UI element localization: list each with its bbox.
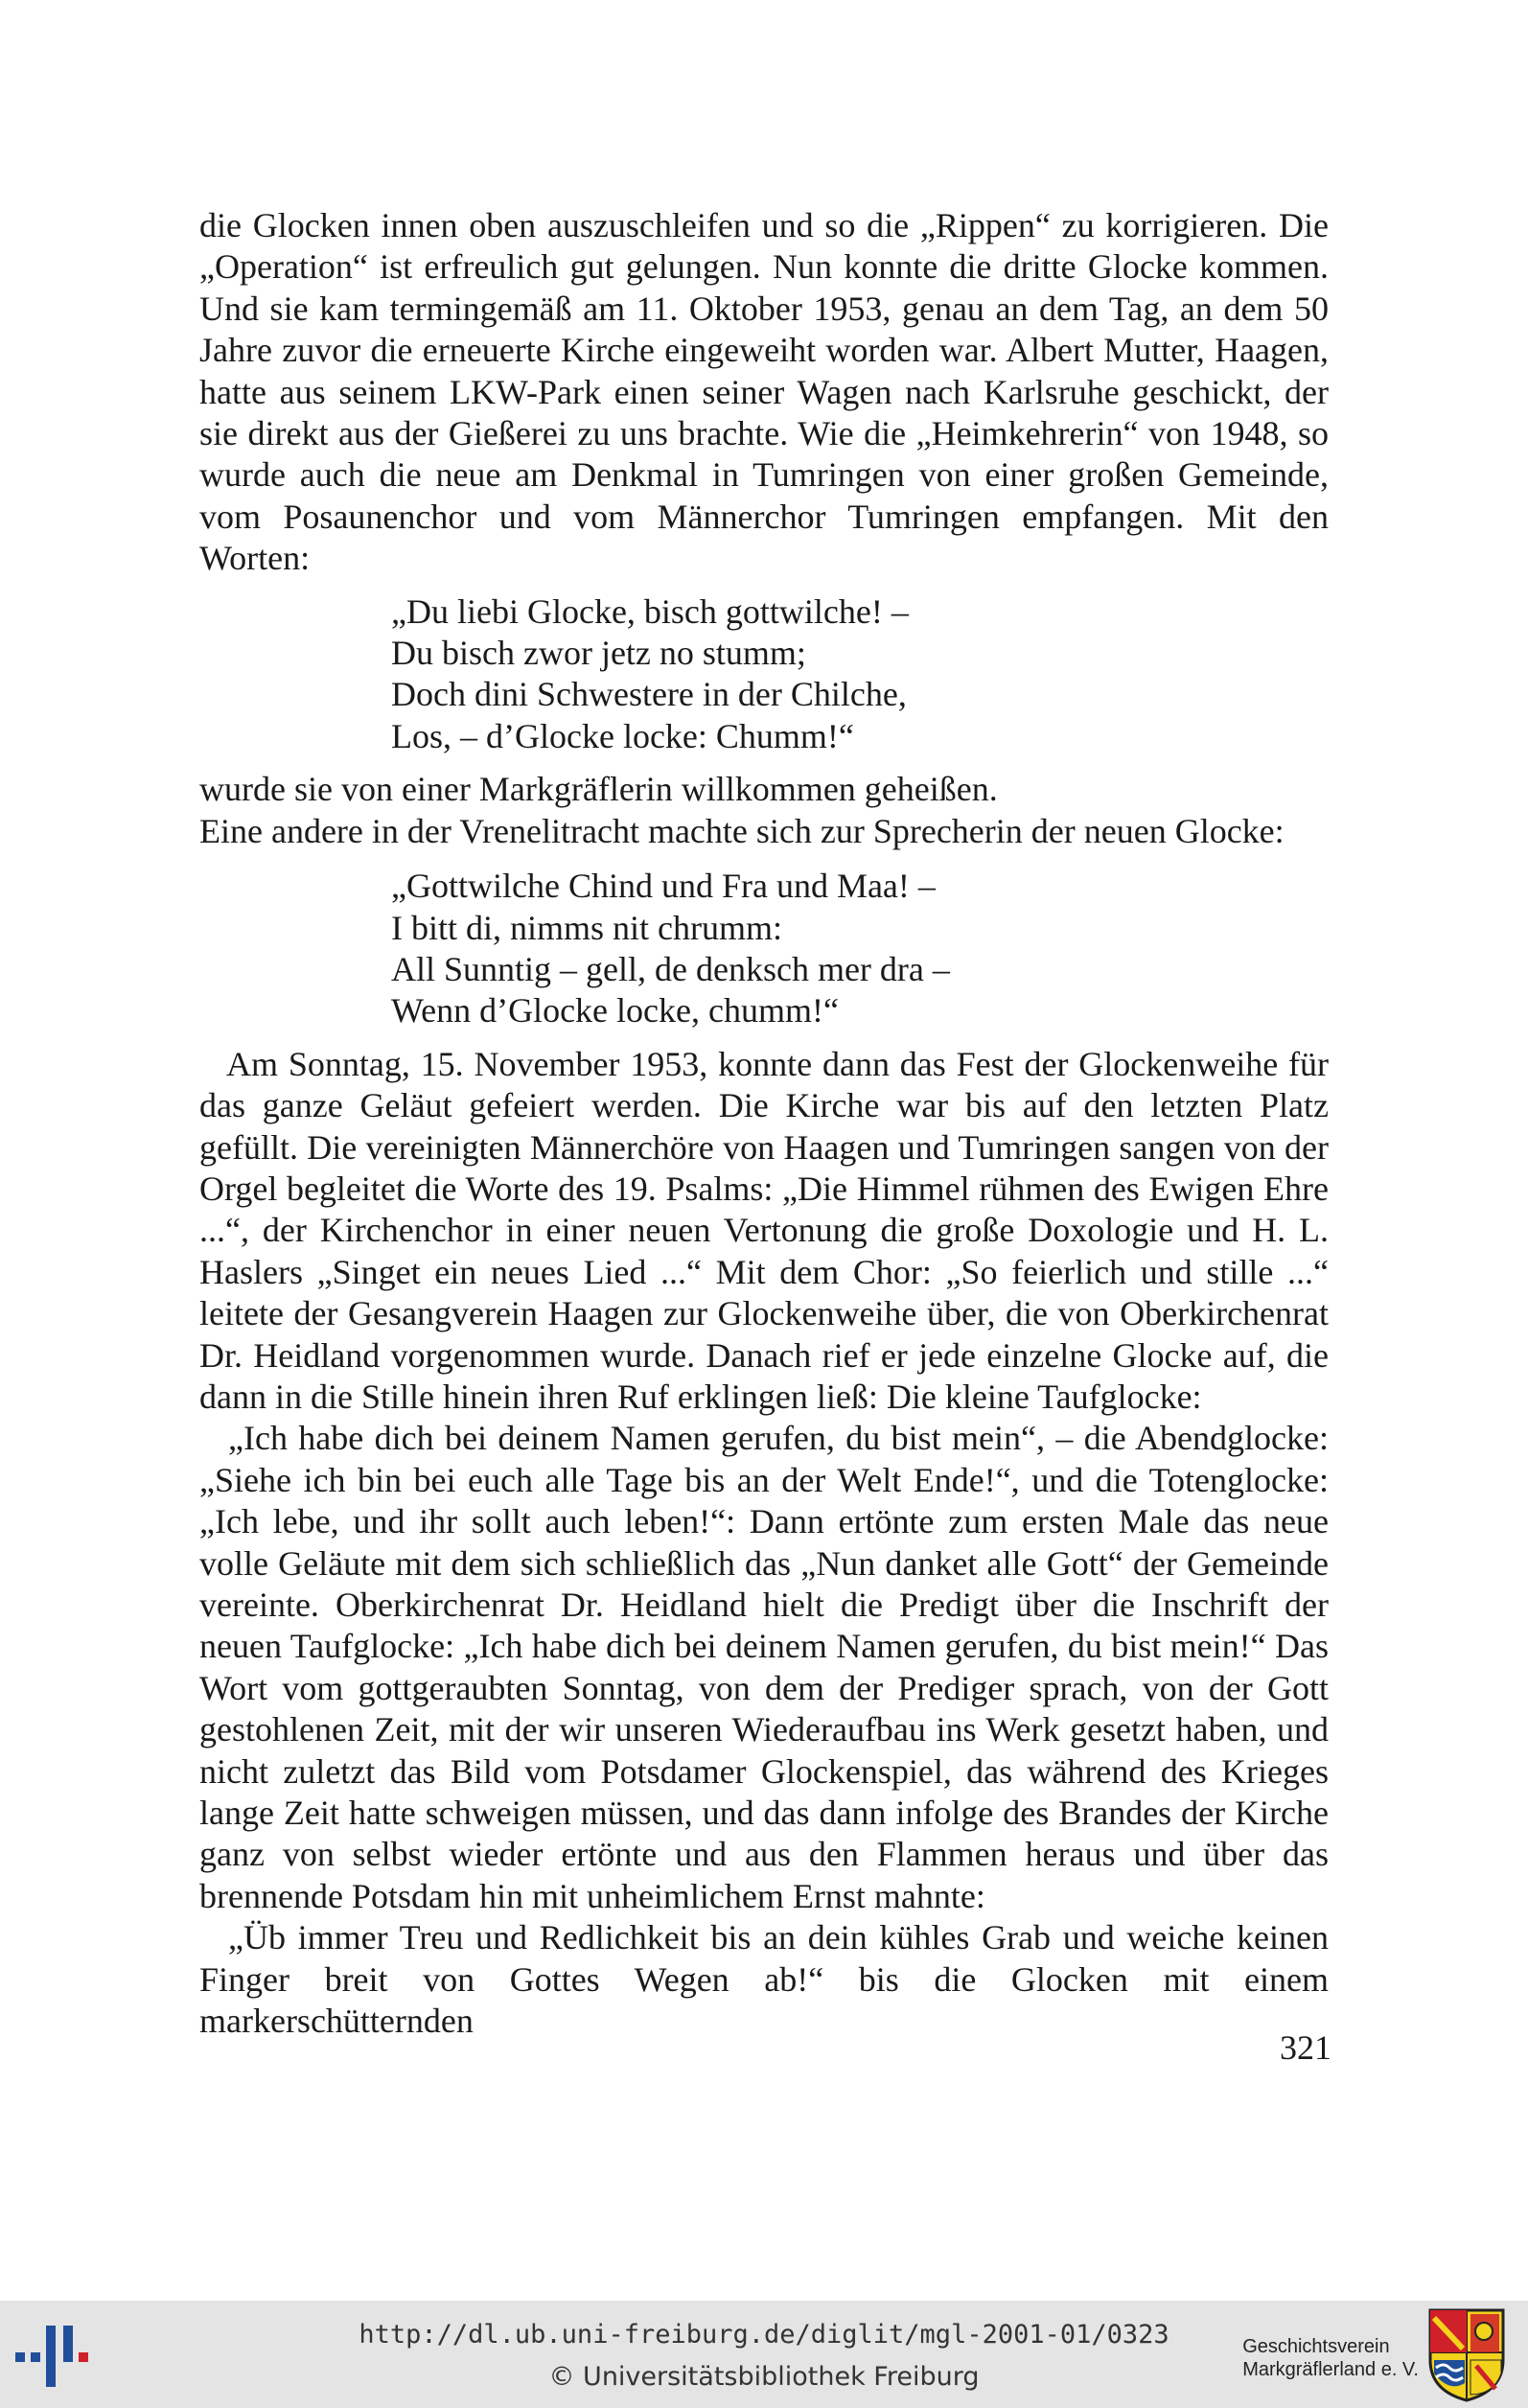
poem-line: Los, – d’Glocke locke: Chumm!“ <box>391 716 854 755</box>
source-url-link[interactable]: http://dl.ub.uni-freiburg.de/diglit/mgl-2001-01/0323 <box>359 2320 1169 2350</box>
poem-line: Du bisch zwor jetz no stumm; <box>391 634 806 673</box>
page-body <box>199 205 1329 2042</box>
paragraph: Am Sonntag, 15. November 1953, konnte dann das Fest der Glockenweihe für das ganze Geläut gefeiert werden. Die Kirche war bis auf den letzten Platz gefüllt. Die vereinigten Männerchöre von Haagen und Tumringen sangen von der Orgel begleitet die Worte des 19. Psalms: „Die Himmel rühmen des Ewigen Ehre ...“, der Kirchenchor in einer neuen Vertonung die große Doxologie und H. L. Haslers „Singet ein neues Lied ...“ Mit dem Chor: „So feierlich und stille ...“ leitete der Gesangverein Haagen zur Glockenweihe über, die von Oberkirchenrat Dr. Heidland vorgenommen wurde. Danach rief er jede einzelne Glocke auf, die dann in die Stille hinein ihren Ruf erklingen ließ: Die kleine Taufglocke: <box>199 1044 1329 1416</box>
poem-line: „Du liebi Glocke, bisch gottwilche! – <box>391 591 909 631</box>
poem-line: I bitt di, nimms nit chrumm: <box>391 908 782 947</box>
footer-bar <box>0 2301 1528 2408</box>
poem-line: Doch dini Schwestere in der Chilche, <box>391 675 907 714</box>
page-number: 321 <box>1280 2028 1331 2067</box>
paragraph: die Glocken innen oben auszuschleifen und so die „Rippen“ zu korrigieren. Die „Operation“ ist erfreulich gut gelungen. Nun konnte die dritte Glocke kommen. Und sie kam termingemäß am 11. Oktober 1953, genau an dem Tag, an dem 50 Jahre zuvor die erneuerte Kirche eingeweiht worden war. Albert Mutter, Haagen, hatte aus seinem LKW-Park einen seiner Wagen nach Karlsruhe geschickt, der sie direkt aus der Gießerei zu uns brachte. Wie die „Heimkehrerin“ von 1948, so wurde auch die neue am Denkmal in Tumringen von einer großen Gemeinde, vom Posaunenchor und vom Männerchor Tumringen empfangen. Mit den Worten: <box>199 206 1329 578</box>
paragraph: wurde sie von einer Markgräflerin willkommen geheißen. <box>199 770 998 809</box>
society-line: Geschichtsverein <box>1242 2336 1390 2357</box>
society-line: Markgräflerland e. V. <box>1242 2359 1419 2380</box>
paragraph: „Üb immer Treu und Redlichkeit bis an dein kühles Grab und weiche keinen Finger breit von Gottes Wegen ab!“ bis die Glocken mit einem markerschütternden <box>199 1918 1329 2041</box>
poem-line: All Sunntig – gell, de denksch mer dra – <box>391 949 950 988</box>
poem-stanza <box>391 866 1329 1032</box>
poem-line: „Gottwilche Chind und Fra und Maa! – <box>391 867 936 906</box>
poem-stanza <box>391 591 1329 758</box>
society-name <box>1242 2335 1419 2381</box>
coat-of-arms-icon <box>1426 2306 1507 2402</box>
paragraph: „Ich habe dich bei deinem Namen gerufen, du bist mein“, – die Abendglocke: „Siehe ich bin bei euch alle Tage bis an der Welt Ende!“, und die Totenglocke: „Ich lebe, und ihr sollt auch leben!“: Dann ertönte zum ersten Male das neue volle Geläute mit dem sich schließlich das „Nun danket alle Gott“ der Gemeinde vereinte. Oberkirchenrat Dr. Heidland hielt die Predigt über die Inschrift der neuen Taufglocke: „Ich habe dich bei deinem Namen gerufen, du bist mein!“ Das Wort vom gottgeraubten Sonntag, von dem der Prediger sprach, von der Gott gestohlenen Zeit, mit der wir unseren Wiederaufbau ins Werk gesetzt haben, und nicht zuletzt das Bild vom Potsdamer Glockenspiel, das während des Krieges lange Zeit hatte schweigen müssen, und das dann infolge des Brandes der Kirche ganz von selbst wieder ertönte und aus den Flammen heraus und über das brennende Potsdam hin mit unheimlichem Ernst mahnte: <box>199 1419 1329 1915</box>
poem-line: Wenn d’Glocke locke, chumm!“ <box>391 991 839 1030</box>
paragraph: Eine andere in der Vrenelitracht machte sich zur Sprecherin der neuen Glocke: <box>199 811 1285 850</box>
copyright-text: © Universitätsbibliothek Freiburg <box>548 2362 980 2392</box>
